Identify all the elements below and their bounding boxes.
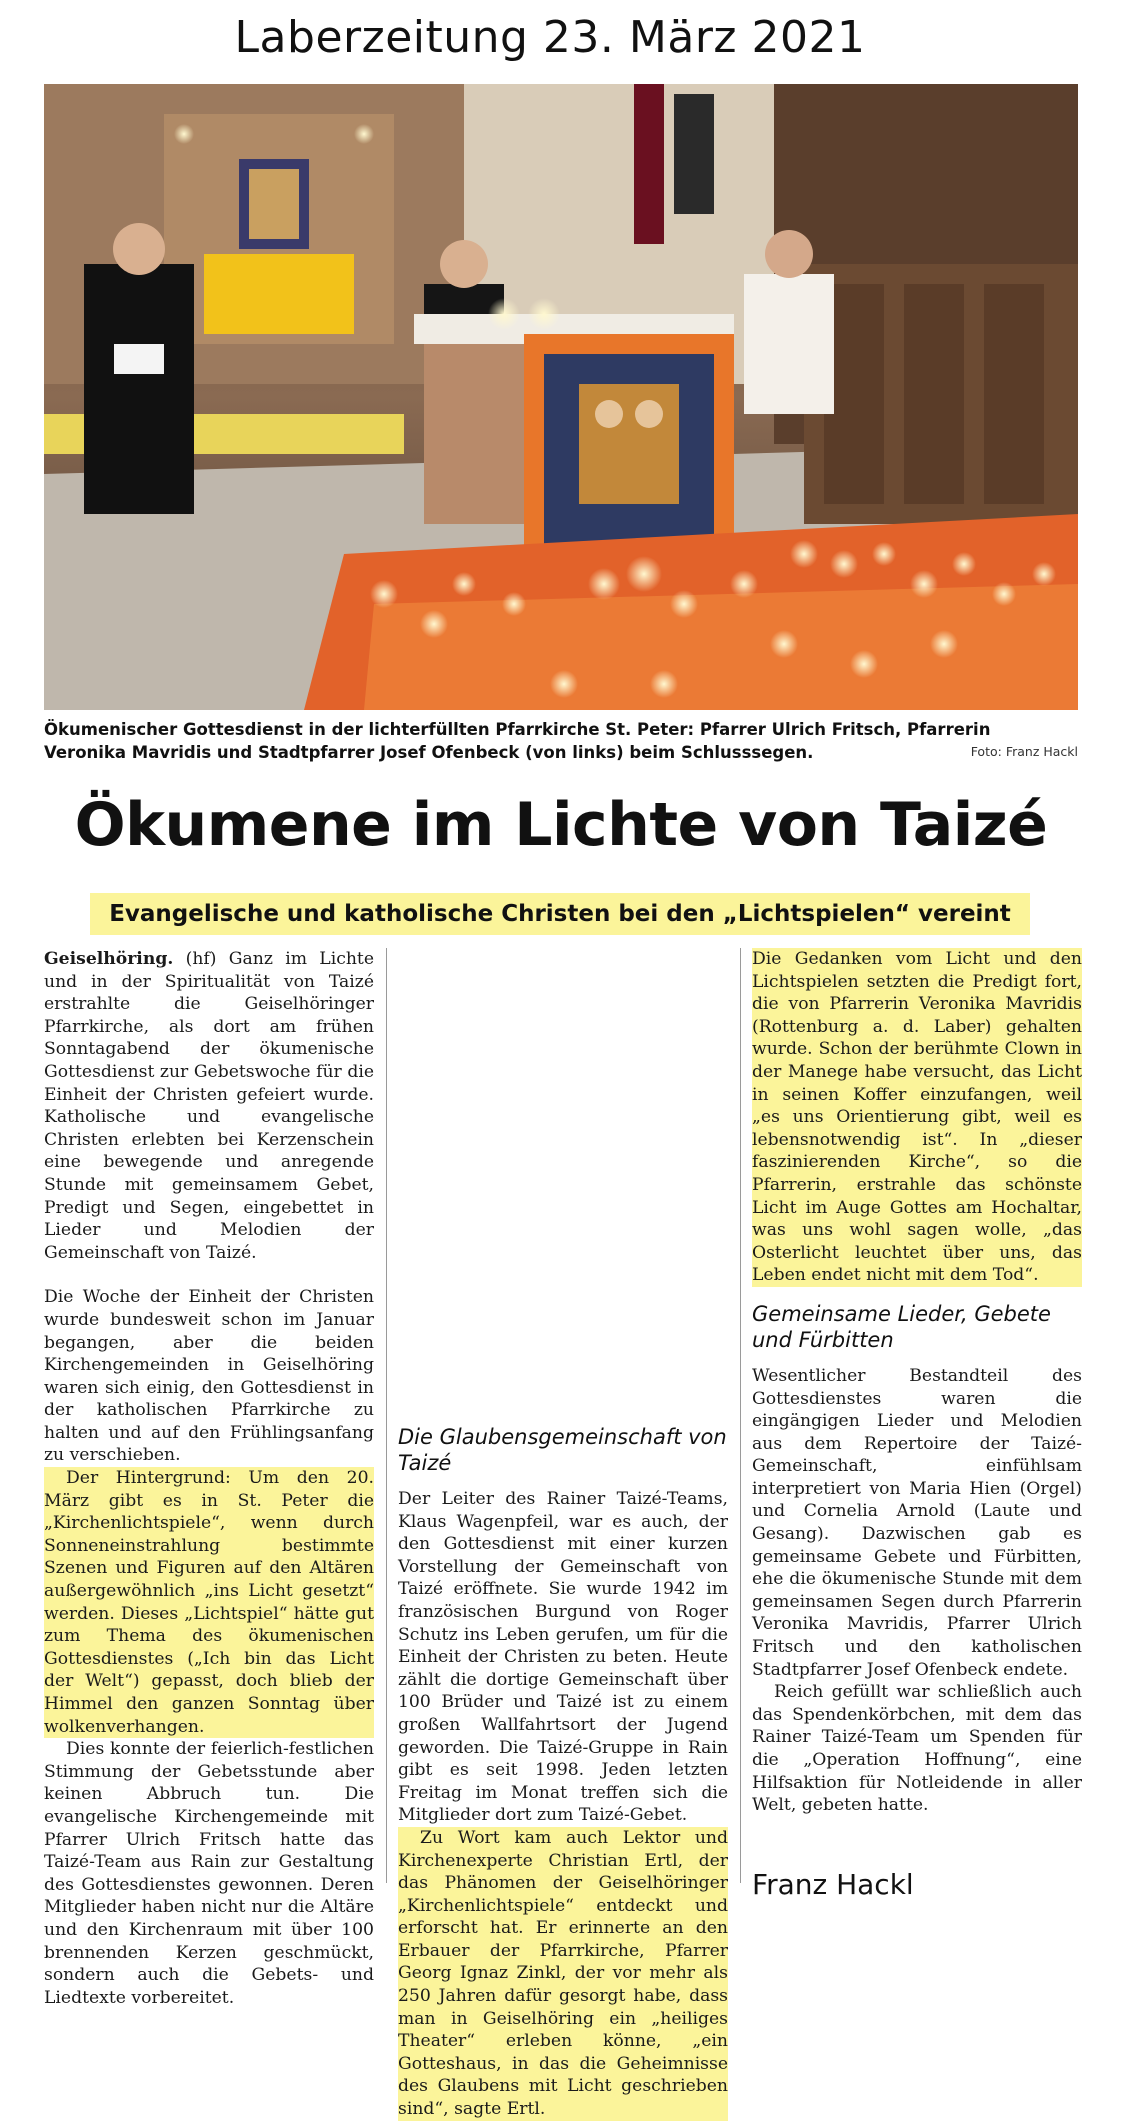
paragraph: Wesentlicher Bestandteil des Gottesdienstes waren die eingängigen Lieder und Melodien aus dem Repertoire der Taizé-Gemeinschaft, einfühlsam interpretiert von Maria Hien (Orgel) und Cornelia Arnold (Laute und Gesang). Dazwischen gab es gemeinsame Gebete und Fürbitten, ehe die ökumenische Stunde mit dem gemeinsamen Segen durch Pfarrerin Veronika Mavridis, Pfarrer Ulrich Fritsch und den katholischen Stadtpfarrer Josef Ofenbeck endete. — [752, 1365, 1082, 1680]
column-rule — [740, 948, 741, 1883]
paragraph: Geiselhöring. (hf) Ganz im Lichte und in der Spiritualität von Taizé erstrahlte die Geiselhöringer Pfarrkirche, als dort am frühen Sonntagabend der ökumenische Gottesdienst zur Gebetswoche für die Einheit der Christen gefeiert wurde. Katholische und evangelische Christen erlebten bei Kerzenschein eine bewegende und anregende Stunde mit gemeinsamem Gebet, Predigt und Segen, eingebettet in Lieder und Melodien der Gemeinschaft von Taizé. — [44, 949, 374, 1263]
headline: Ökumene im Lichte von Taizé — [74, 790, 1048, 860]
source-line: Laberzeitung 23. März 2021 — [234, 12, 866, 63]
section-heading: Gemeinsame Lieder, Gebete und Fürbitten — [752, 1301, 1051, 1352]
paragraph: Reich gefüllt war schließlich auch das Spendenkörbchen, mit dem das Rainer Taizé-Team um Spenden für die „Operation Hoffnung“, eine Hilfsaktion für Notleidende in aller Welt, gebeten hatte. — [752, 1682, 1082, 1816]
church-photo — [44, 84, 1078, 710]
author: Franz Hackl — [752, 1868, 914, 1901]
photo-credit: Foto: Franz Hackl — [970, 744, 1078, 759]
column-3 — [752, 948, 1082, 1817]
column-rule — [386, 948, 387, 1883]
paragraph: Die Woche der Einheit der Christen wurde bundesweit schon im Januar begangen, aber die beiden Kirchengemeinden in Geiselhöring waren sich einig, den Gottesdienst in der katholischen Pfarrkirche zu halten und auf den Frühlingsanfang zu verschieben. — [44, 1287, 374, 1466]
highlighted-paragraph: Zu Wort kam auch Lektor und Kirchenexperte Christian Ertl, der das Phänomen der Geiselhöringer „Kirchenlichtspiele“ entdeckt und erforscht hat. Er erinnerte an den Erbauer der Pfarrkirche, Pfarrer Georg Ignaz Zinkl, der vor mehr als 250 Jahren dafür gesorgt habe, dass man in Geiselhöring ein „heiliges Theater“ erleben könne, „ein Gotteshaus, in das die Geheimnisse des Glaubens mit Licht geschrieben sind“, sagte Ertl. — [398, 1827, 728, 2120]
column-2 — [398, 1410, 728, 2121]
section-heading: Die Glaubensgemeinschaft von Taizé — [398, 1425, 727, 1475]
dateline: Geiselhöring. — [44, 949, 174, 969]
paragraph: Der Leiter des Rainer Taizé-Teams, Klaus Wagenpfeil, war es auch, der den Gottesdienst mit einer kurzen Vorstellung der Gemeinschaft von Taizé eröffnete. Sie wurde 1942 im französischen Burgund von Roger Schutz ins Leben gerufen, um für die Einheit der Christen zu beten. Heute zählt die dortige Gemeinschaft über 100 Brüder und Taizé ist zu einem großen Wallfahrtsort der Jugend geworden. Die Taizé-Gruppe in Rain gibt es seit 1998. Jeden letzten Freitag im Monat treffen sich die Mitglieder dort zum Taizé-Gebet. — [398, 1489, 728, 1826]
photo-caption: Ökumenischer Gottesdienst in der lichterfüllten Pfarrkirche St. Peter: Pfarrer Ulrich Fritsch, Pfarrerin Veronika Mavridis und Stadtpfarrer Josef Ofenbeck (von links) beim Schlusssegen. — [44, 720, 991, 762]
highlighted-paragraph: Der Hintergrund: Um den 20. März gibt es in St. Peter die „Kirchenlichtspiele“, wenn durch Sonneneinstrahlung bestimmte Szenen und Figuren auf den Altären außergewöhnlich „ins Licht gesetzt“ werden. Dieses „Lichtspiel“ hätte gut zum Thema des ökumenischen Gottesdienstes („Ich bin das Licht der Welt“) gepasst, doch blieb der Himmel den ganzen Sonntag über wolkenverhangen. — [44, 1468, 374, 1737]
highlighted-paragraph: Die Gedanken vom Licht und den Lichtspielen setzten die Predigt fort, die von Pfarrerin Veronika Mavridis (Rottenburg a. d. Laber) gehalten wurde. Schon der berühmte Clown in der Manege habe versucht, das Licht in seinen Koffer einzufangen, weil „es uns Orientierung gibt, weil es lebensnotwendig ist“. In „dieser faszinierenden Kirche“, so die Pfarrerin, erstrahle das schönste Licht im Auge Gottes am Hochaltar, was uns wohl sagen wolle, „das Osterlicht leuchtet über uns, das Leben endet nicht mit dem Tod“. — [752, 949, 1082, 1286]
subheadline: Evangelische und katholische Christen bei den „Lichtspielen“ vereint — [90, 893, 1030, 935]
column-1 — [44, 948, 374, 2009]
paragraph: Dies konnte der feierlich-festlichen Stimmung der Gebetsstunde aber keinen Abbruch tun. Die evangelische Kirchengemeinde mit Pfarrer Ulrich Fritsch hatte das Taizé-Team aus Rain zur Gestaltung des Gottesdienstes gewonnen. Deren Mitglieder haben nicht nur die Altäre und den Kirchenraum mit über 100 brennenden Kerzen geschmückt, sondern auch die Gebets- und Liedtexte vorbereitet. — [44, 1739, 374, 2008]
